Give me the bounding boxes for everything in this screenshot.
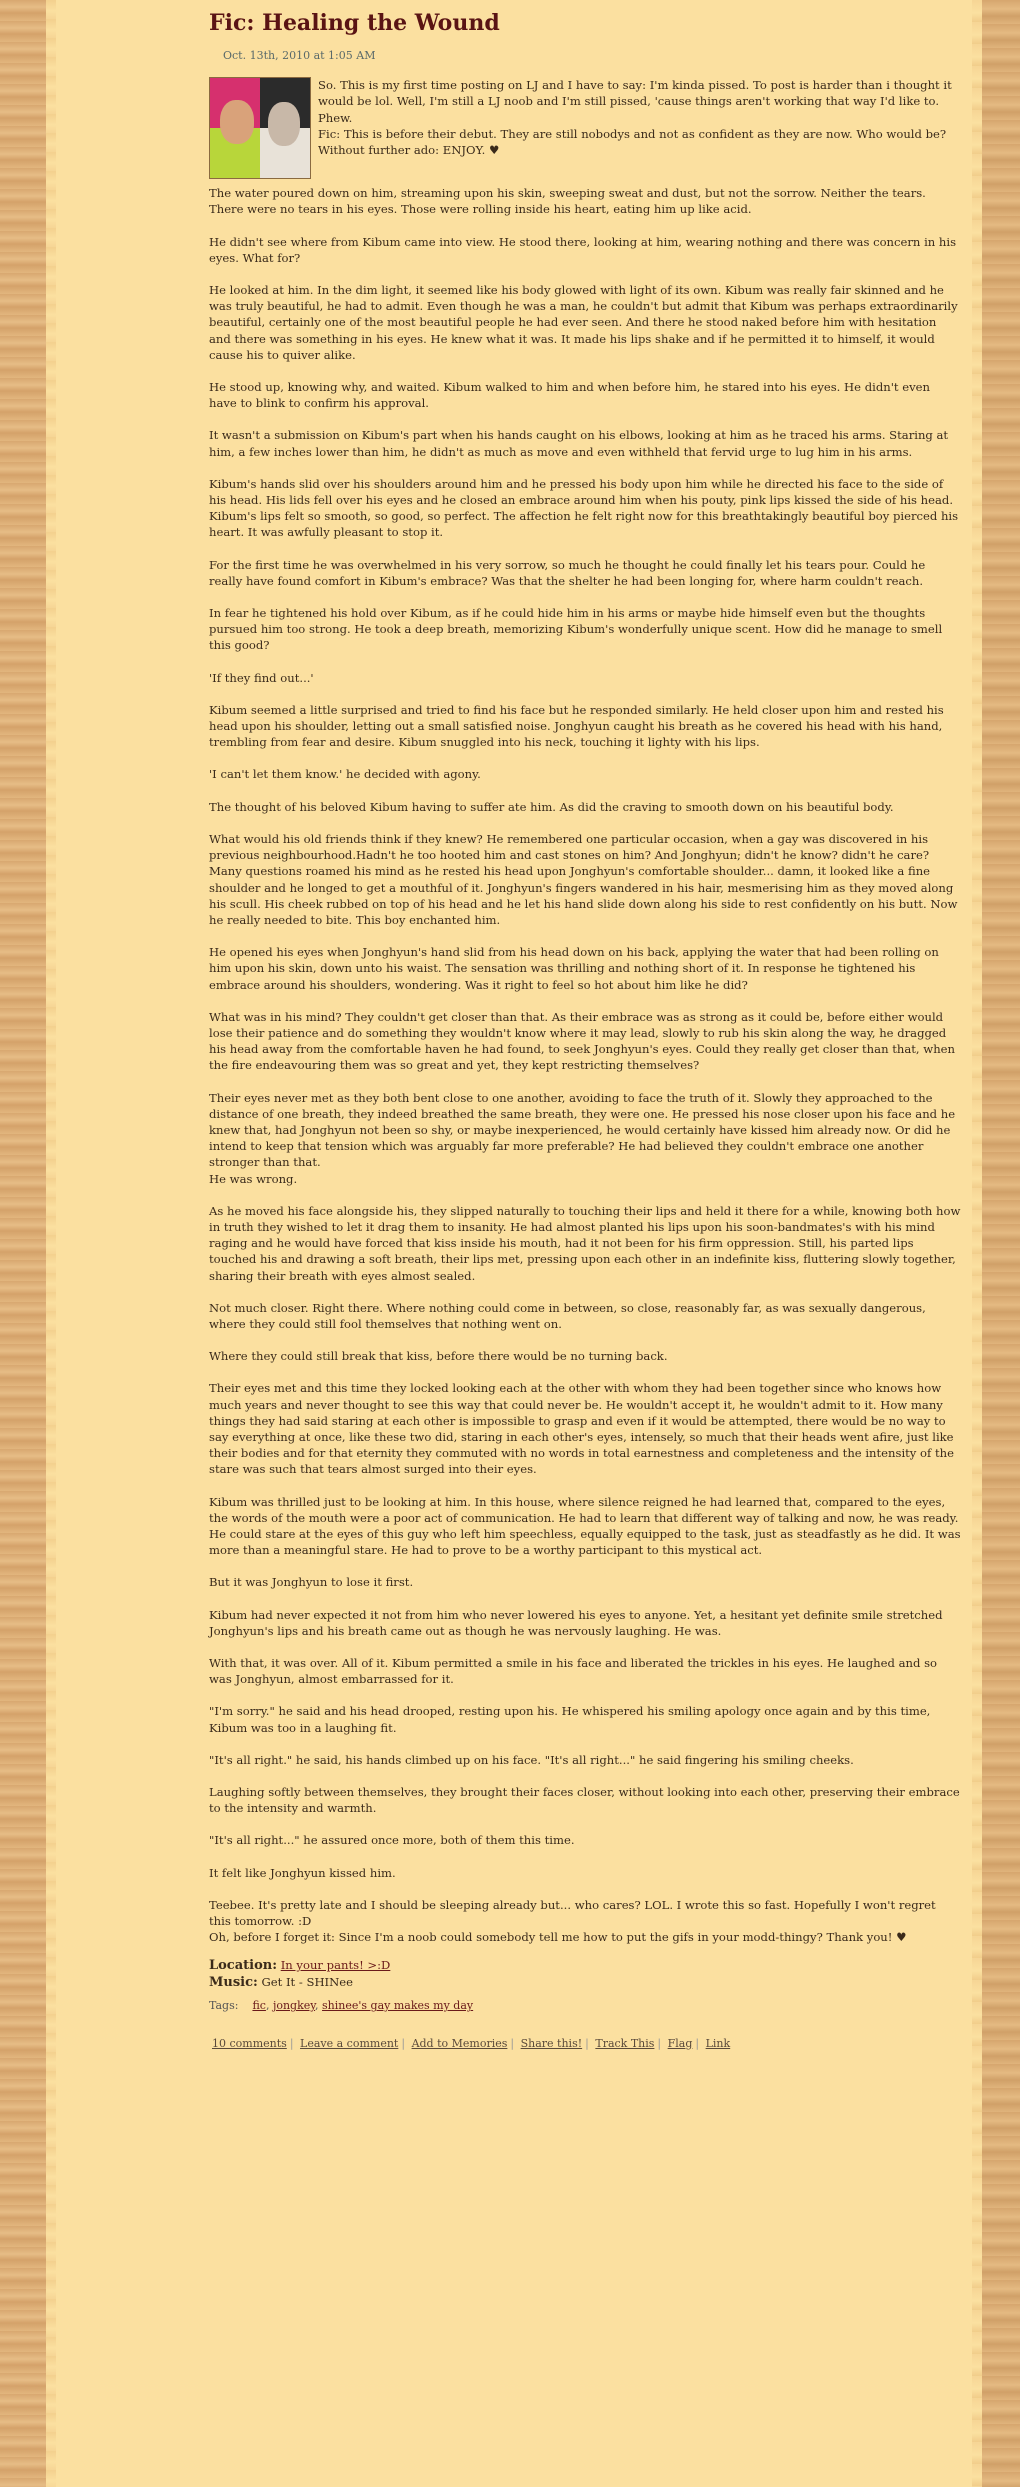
tags-row: Tags: fic, jongkey, shinee's gay makes my day xyxy=(209,1999,474,2013)
entry-content xyxy=(209,0,961,2052)
user-avatar[interactable] xyxy=(209,77,311,179)
tags-label: Tags: xyxy=(209,1999,239,2013)
story-paragraph: What was in his mind? They couldn't get closer than that. As their embrace was as strong as it could be, before either would lose their patience and do something they wouldn't know where it may lead, slowly to rub his skin along the way, he dragged his head away from the comfortable haven he had found, to seek Jonghyun's eyes. Could they really get closer than that, when the fire endeavouring them was so great and yet, they kept restricting themselves? xyxy=(209,1009,956,1073)
story-paragraph: It felt like Jonghyun kissed him. xyxy=(209,1865,396,1880)
story-paragraph: In fear he tightened his hold over Kibum, as if he could hide him in his arms or maybe hide himself even but the thoughts pursued him too strong. He took a deep breath, memorizing Kibum's wonderfully unique scent. How did he manage to smell this good? xyxy=(209,606,943,653)
story-paragraph: Teebee. It's pretty late and I should be sleeping already but... who cares? LOL. I wrote this so fast. Hopefully I won't regret this tomorrow. :D Oh, before I forget it: Since I'm a noob could somebody tell me how to put the gifs in your modd-thingy? Thank you! ♥ xyxy=(209,1897,936,1945)
story-paragraph: As he moved his face alongside his, they slipped naturally to touching their lips and held it there for a while, knowing both how in truth they wished to let it drag them to insanity. He had almost planted his lips upon his soon-bandmates's with his mind raging and he would have forced that kiss inside his mouth, had it not been for his firm oppression. Still, his parted lips touched his and drawing a soft breath, their lips met, pressing upon each other in an indefinite kiss, fluttering slowly together, sharing their breath with eyes almost sealed. xyxy=(209,1203,961,1283)
right-page-edge xyxy=(982,0,1020,2487)
tag-link-fic[interactable]: fic xyxy=(252,1999,266,2013)
comments-link[interactable]: 10 comments xyxy=(212,2036,287,2050)
location-label: Location: xyxy=(209,1958,278,1974)
story-paragraph: But it was Jonghyun to lose it first. xyxy=(209,1575,414,1590)
story-paragraph: Kibum had never expected it not from him who never lowered his eyes to anyone. Yet, a hesitant yet definite smile stretched Jonghyun's lips and his breath came out as though he was nervously laughing. He was. xyxy=(209,1607,943,1638)
story-paragraph: The thought of his beloved Kibum having to suffer ate him. As did the craving to smooth down on his beautiful body. xyxy=(209,799,894,814)
intro-line: So. This is my first time posting on LJ and I have to say: I'm kinda pissed. To post is harder than i thought it would be lol. Well, I'm still a LJ noob and I'm still pissed, 'cause things aren't working that way I'd like to. Phew. xyxy=(318,78,952,125)
location-link[interactable]: In your pants! >:D xyxy=(280,1958,391,1973)
story-paragraph: 'If they find out...' xyxy=(209,670,314,685)
share-link[interactable]: Share this! xyxy=(520,2036,583,2050)
story-paragraph: 'I can't let them know.' he decided with agony. xyxy=(209,767,481,782)
story-paragraph: He didn't see where from Kibum came into view. He stood there, looking at him, wearing nothing and there was concern in his eyes. What for? xyxy=(209,234,957,265)
story-paragraph: It wasn't a submission on Kibum's part when his hands caught on his elbows, looking at him as he traced his arms. Staring at him, a few inches lower than him, he didn't as much as move and even withheld that fervid urge to lug him in his arms. xyxy=(209,428,949,459)
story-paragraph: He opened his eyes when Jonghyun's hand slid from his head down on his back, applying the water that had been rolling on him upon his skin, down unto his waist. The sensation was thrilling and nothing short of it. In response he tightened his embrace around his shoulders, wondering. Was it right to feel so hot about him like he did? xyxy=(209,945,939,992)
story-paragraph: With that, it was over. All of it. Kibum permitted a smile in his face and liberated the trickles in his eyes. He laughed and so was Jonghyun, almost embarrassed for it. xyxy=(209,1656,938,1687)
story-paragraph: "It's all right." he said, his hands climbed up on his face. "It's all right..." he said fingering his smiling cheeks. xyxy=(209,1752,854,1767)
story-paragraph: Kibum seemed a little surprised and tried to find his face but he responded similarly. He held closer upon him and rested his head upon his shoulder, letting out a small satisfied noise. Jonghyun caught his breath as he covered his head with his hand, trembling from fear and desire. Kibum snuggled into his neck, touching it lighty with his lips. xyxy=(209,702,944,750)
music-value: Get It - SHINee xyxy=(261,1975,354,1990)
music-row xyxy=(209,1974,961,1991)
track-link[interactable]: Track This xyxy=(595,2036,655,2050)
entry-meta xyxy=(209,1957,961,2014)
entry-body xyxy=(209,185,961,1945)
left-page-edge xyxy=(0,0,46,2487)
permalink-link[interactable]: Link xyxy=(705,2036,731,2050)
story-paragraph: "I'm sorry." he said and his head drooped, resting upon his. He whispered his smiling apology once again and by this time, Kibum was too in a laughing fit. xyxy=(209,1704,931,1735)
leave-comment-link[interactable]: Leave a comment xyxy=(300,2036,399,2050)
story-paragraph: "It's all right..." he assured once more, both of them this time. xyxy=(209,1833,575,1848)
entry-footer: 10 comments | Leave a comment | Add to Memories | Share this! | Track This | Flag | Link xyxy=(212,2036,731,2050)
story-paragraph: For the first time he was overwhelmed in his very sorrow, so much he thought he could finally let his tears pour. Could he really have found comfort in Kibum's embrace? Was that the shelter he had been longing for, where harm couldn't reach. xyxy=(209,557,926,588)
intro-line: Without further ado: ENJOY. ♥ xyxy=(318,143,500,158)
music-label: Music: xyxy=(209,1975,258,1991)
story-paragraph: Laughing softly between themselves, they brought their faces closer, without looking into each other, preserving their embrace to the intensity and warmth. xyxy=(209,1785,960,1816)
story-paragraph: Kibum was thrilled just to be looking at him. In this house, where silence reigned he had learned that, compared to the eyes, the words of the mouth were a poor act of communication. He had to learn that different way of talking and now, he was ready. He could stare at the eyes of this guy who left him speechless, equally equipped to the task, just as steadfastly as he did. It was more than a meaningful stare. He had to prove to be a worthy participant to this mystical act. xyxy=(209,1494,961,1558)
entry-intro xyxy=(209,77,961,185)
story-paragraph: The water poured down on him, streaming upon his skin, sweeping sweat and dust, but not the sorrow. Neither the tears. There were no tears in his eyes. Those were rolling inside his heart, eating him up like acid. xyxy=(209,186,926,217)
flag-link[interactable]: Flag xyxy=(667,2036,693,2050)
tag-link-shinee[interactable]: shinee's gay makes my day xyxy=(322,1999,474,2013)
story-paragraph: Kibum's hands slid over his shoulders around him and he pressed his body upon him while he directed his face to the side of his head. His lids fell over his eyes and he closed an embrace around him when his pouty, pink lips kissed the side of his head. Kibum's lips felt so smooth, so good, so perfect. The affection he felt right now for this breathtakingly beautiful boy pierced his heart. It was awfully pleasant to stop it. xyxy=(209,476,959,540)
story-paragraph: Their eyes met and this time they locked looking each at the other with whom they had been together since who knows how much years and never thought to see this way that could never be. He wouldn't accept it, he wouldn't admit to it. How many things they had said staring at each other is impossible to grasp and even if it would be attempted, there would be no way to say everything at once, like these two did, staring in each other's eyes, intensely, so much that their heads went afire, just like their bodies and for that eternity they commuted with no words in total earnestness and completeness and the intensity of the stare was such that tears almost surged into their eyes. xyxy=(209,1381,954,1477)
intro-line: Fic: This is before their debut. They are still nobodys and not as confident as they are now. Who would be? xyxy=(318,126,947,141)
story-paragraph: Not much closer. Right there. Where nothing could come in between, so close, reasonably far, as was sexually dangerous, where they could still fool themselves that nothing went on. xyxy=(209,1300,926,1331)
entry-date: Oct. 13th, 2010 at 1:05 AM xyxy=(223,49,376,62)
location-row xyxy=(209,1957,961,1974)
add-to-memories-link[interactable]: Add to Memories xyxy=(411,2036,508,2050)
tag-link-jongkey[interactable]: jongkey xyxy=(272,1999,316,2013)
story-paragraph: Where they could still break that kiss, before there would be no turning back. xyxy=(209,1349,668,1364)
story-paragraph: He stood up, knowing why, and waited. Kibum walked to him and when before him, he stared into his eyes. He didn't even have to blink to confirm his approval. xyxy=(209,380,930,411)
entry-title: Fic: Healing the Wound xyxy=(209,10,500,36)
story-paragraph: What would his old friends think if they knew? He remembered one particular occasion, when a gay was discovered in his previous neighbourhood.Hadn't he too hooted him and cast stones on him? And Jonghyun; didn't he know? didn't he care? Many questions roamed his mind as he rested his head upon Jonghyun's comfortable shoulder... damn, it looked like a fine shoulder and he longed to get a mouthful of it. Jonghyun's fingers wandered in his hair, mesmerising him as they moved along his scull. His cheek rubbed on top of his head and he let his hand slide down along his side to rest confidently on his butt. Now he really needed to bite. This boy enchanted him. xyxy=(209,831,958,927)
story-paragraph: Their eyes never met as they both bent close to one another, avoiding to face the truth of it. Slowly they approached to the distance of one breath, they indeed breathed the same breath, they were one. He pressed his nose closer upon his face and he knew that, had Jonghyun not been so shy, or maybe inexperienced, he would certainly have kissed him already now. Or did he intend to keep that tension which was arguably far more preferable? He had believed they couldn't embrace one another stronger than that. He was wrong. xyxy=(209,1090,956,1186)
story-paragraph: He looked at him. In the dim light, it seemed like his body glowed with light of its own. Kibum was really fair skinned and he was truly beautiful, he had to admit. Even though he was a man, he couldn't but admit that Kibum was perhaps extraordinarily beautiful, certainly one of the most beautiful people he had ever seen. And there he stood naked before him with hesitation and there was something in his eyes. He knew what it was. It made his lips shake and if he permitted it to himself, it would cause his to quiver alike. xyxy=(209,283,958,362)
